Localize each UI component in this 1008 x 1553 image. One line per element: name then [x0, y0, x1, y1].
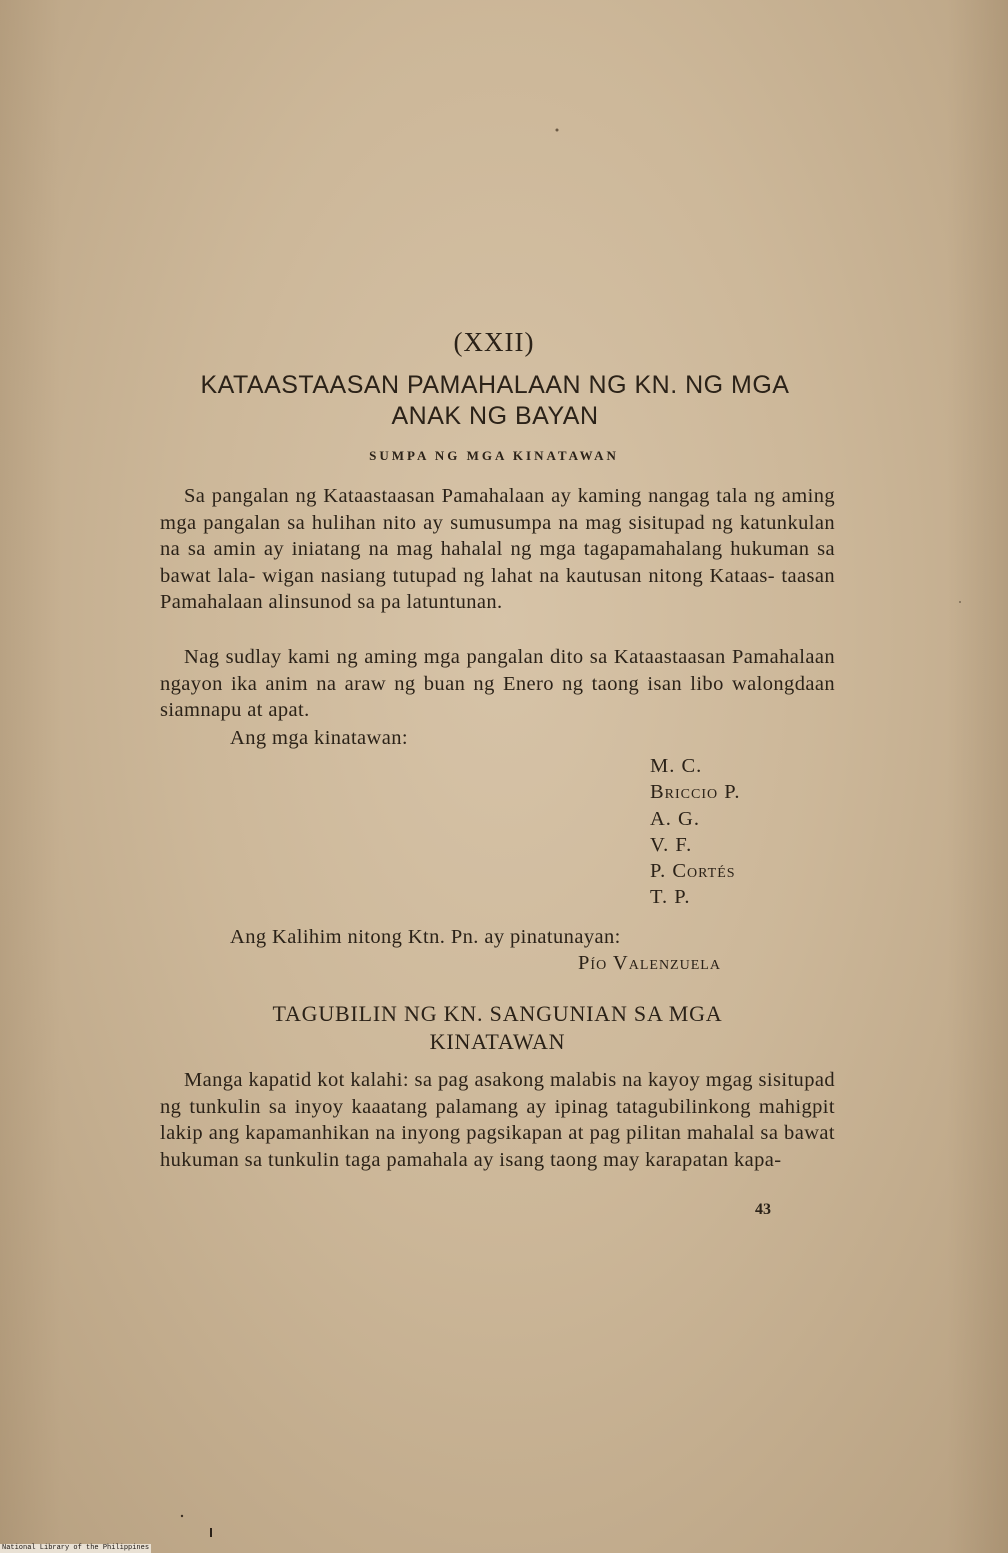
paper-speck — [959, 601, 961, 603]
paper-speck — [210, 1528, 212, 1537]
signatory: A. G. — [650, 807, 700, 830]
signatory: T. P. — [650, 886, 691, 909]
representatives-intro: Ang mga kinatawan: — [230, 727, 408, 749]
secretary-name: Pío Valenzuela — [578, 952, 721, 974]
signatory: V. F. — [650, 833, 693, 856]
signatory: M. C. — [650, 755, 703, 777]
title-line-1: KATAASTAASAN PAMAHALAAN NG KN. NG MGA — [200, 371, 790, 399]
oath-paragraph-2-text: Nag sudlay kami ng aming mga pangalan dito sa Kataastaasan Pamahalaan ngayon ika anim na araw ng buan ng Enero ng taong isan libo walongdaan siamnapu at apat. — [160, 646, 835, 721]
chapter-numeral: (XXII) — [453, 327, 535, 357]
title-line-2: ANAK NG BAYAN — [391, 402, 599, 430]
page-number: 43 — [755, 1201, 771, 1218]
signatory: Briccio P. — [650, 781, 741, 804]
paper-speck — [556, 129, 559, 132]
page-subtitle: SUMPA NG MGA KINATAWAN — [369, 448, 619, 463]
section-heading-line-2: KINATAWAN — [429, 1029, 566, 1054]
library-credit: National Library of the Philippines — [2, 1544, 150, 1552]
instruction-paragraph-text: Manga kapatid kot kalahi: sa pag asakong malabis na kayoy mgag sisitupad ng tunkulin sa inyoy kaaatang palamang ay ipinag tatagubilinkong mahigpit lakip ang kapamanhikan na inyong pagsikapan at pag pilitan mahalal sa bawat hukuman sa tunkulin taga pamahala ay isang taong may karapatan kapa- — [160, 1069, 835, 1171]
section-heading-line-1: TAGUBILIN NG KN. SANGUNIAN SA MGA — [272, 1001, 723, 1026]
secretary-attestation: Ang Kalihim nitong Ktn. Pn. ay pinatunayan: — [230, 926, 621, 948]
oath-paragraph-1-text: Sa pangalan ng Kataastaasan Pamahalaan ay kaming nangag tala ng aming mga pangalan sa hulihan nito ay sumusumpa na mag sisitupad ng katunkulan na sa amin ay iniatang na mag hahalal ng mga tagapamahalang hukuman sa bawat lala- wigan nasiang tutupad ng lahat na kautusan nitong Kataas- taasan Pamahalaan alinsunod sa pa latuntunan. — [160, 485, 835, 613]
signatory: P. Cortés — [650, 860, 736, 883]
paper-speck — [181, 1515, 183, 1517]
